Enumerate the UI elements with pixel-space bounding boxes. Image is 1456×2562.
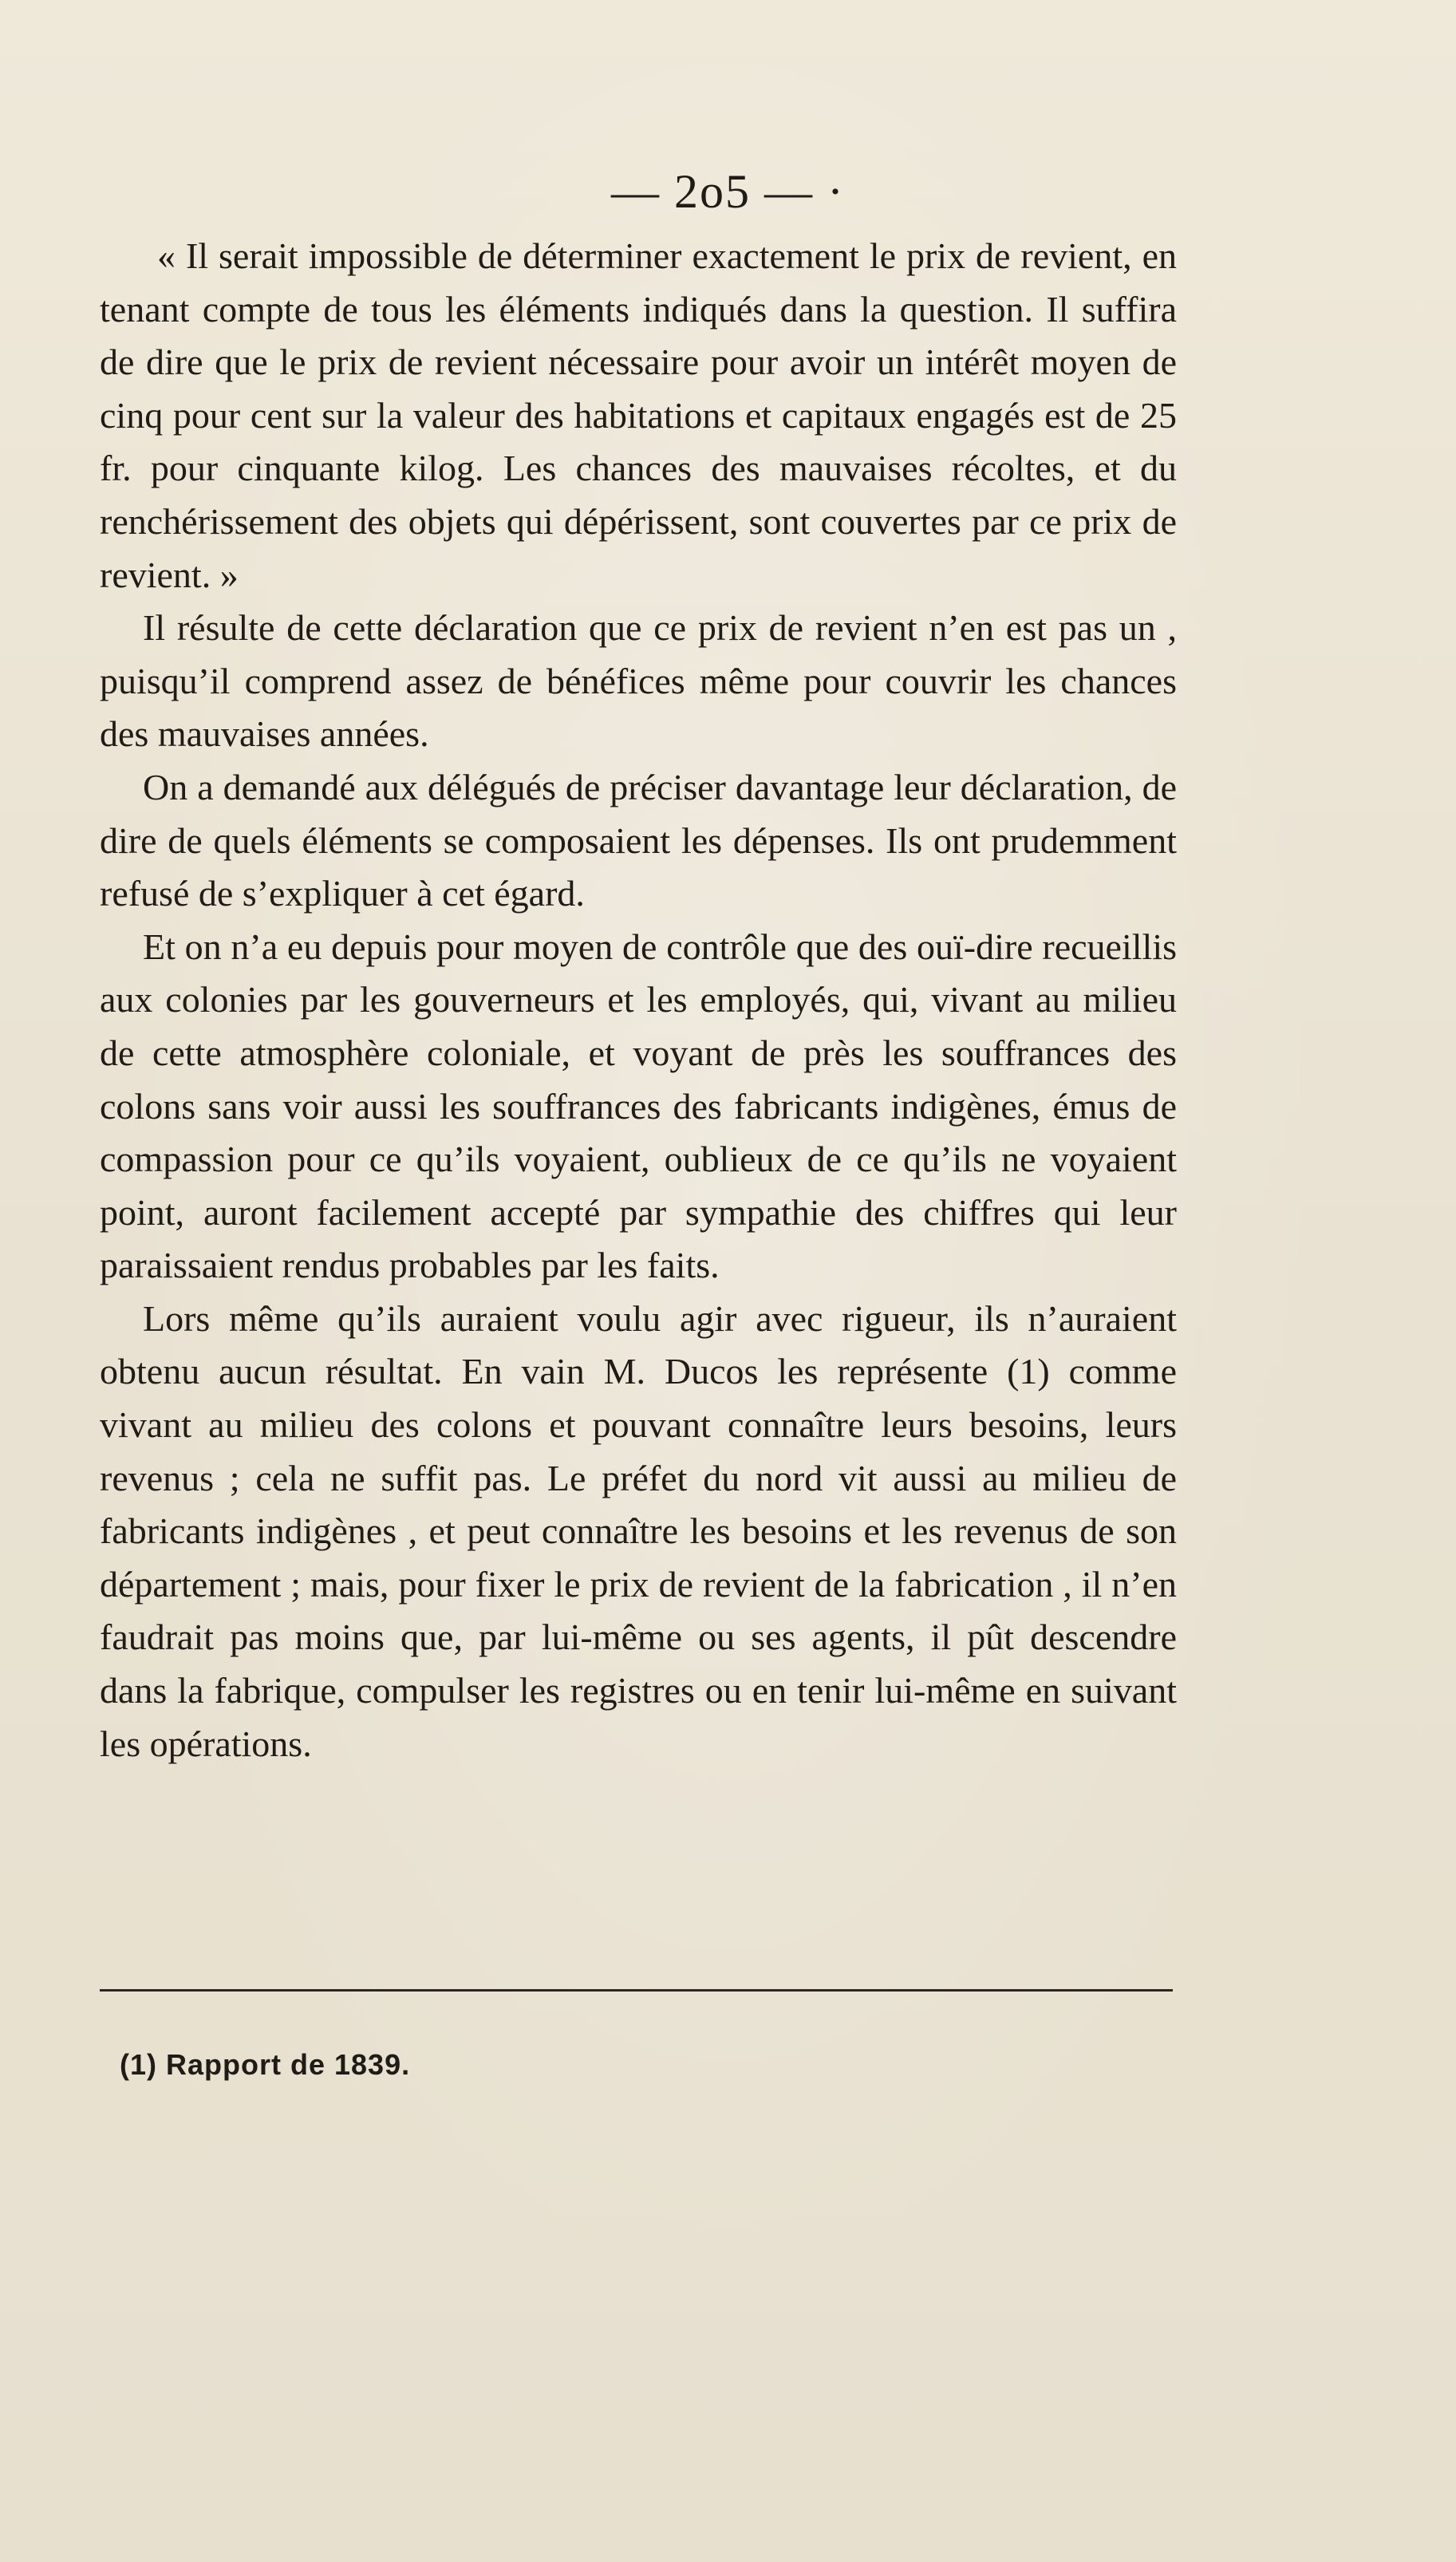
paragraph-resulte: Il résulte de cette déclaration que ce prix de revient n’en est pas un , puisqu’il comprend assez de bénéfices même pour couvrir les chances des mauvaises années.	[100, 607, 1177, 755]
page-number-header: — 2o5 — ·	[611, 165, 845, 218]
footnote-divider	[100, 1989, 1173, 1992]
main-text-block	[100, 230, 1177, 1771]
paragraph-controle: Et on n’a eu depuis pour moyen de contrôle que des ouï-dire recueillis aux colonies par les gouverneurs et les employés, qui, vivant au milieu de cette atmosphère coloniale, et voyant de près les souffrances des colons sans voir aussi les souffrances des fabricants indigènes, émus de compassion pour ce qu’ils voyaient, oublieux de ce qu’ils ne voyaient point, auront facilement accepté par sympathie des chiffres qui leur paraissaient rendus probables par les faits.	[100, 926, 1177, 1286]
footnote: (1) Rapport de 1839.	[120, 2048, 411, 2081]
paragraph-demande: On a demandé aux délégués de préciser davantage leur déclaration, de dire de quels éléments se composaient les dépenses. Ils ont prudemment refusé de s’expliquer à cet égard.	[100, 766, 1177, 914]
paragraph-rigueur: Lors même qu’ils auraient voulu agir avec rigueur, ils n’auraient obtenu aucun résultat. En vain M. Ducos les représente (1) comme vivant au milieu des colons et pouvant connaître leurs besoins, leurs revenus ; cela ne suffit pas. Le préfet du nord vit aussi au milieu de fabricants indigènes , et peut connaître les besoins et les revenus de son département ; mais, pour fixer le prix de revient de la fabrication , il n’en faudrait pas moins que, par lui-même ou ses agents, il pût descendre dans la fabrique, compulser les registres ou en tenir lui-même en suivant les opérations.	[100, 1297, 1177, 1764]
paragraph-quote: « Il serait impossible de déterminer exactement le prix de revient, en tenant compte de tous les éléments indiqués dans la question. Il suffira de dire que le prix de revient nécessaire pour avoir un intérêt moyen de cinq pour cent sur la valeur des habitations et capitaux engagés est de 25 fr. pour cinquante kilog. Les chances des mauvaises récoltes, et du renchérissement des objets qui dépérissent, sont couvertes par ce prix de revient. »	[100, 235, 1177, 595]
